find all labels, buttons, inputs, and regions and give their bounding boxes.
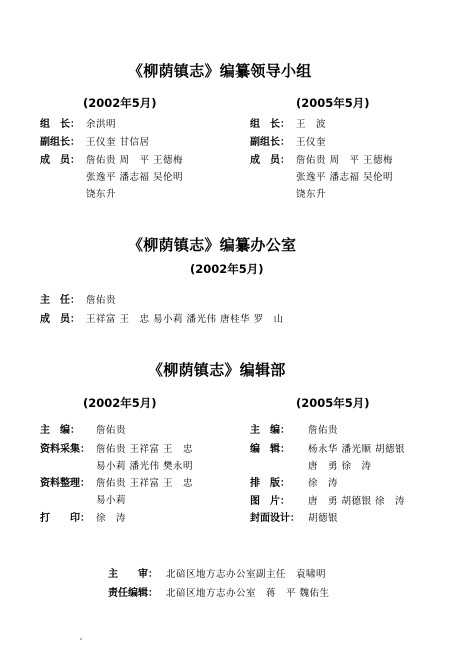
editorial-2002-chief: 詹佑贵 — [96, 425, 127, 436]
leadership-2005-deputy-label: 副组长： — [250, 137, 290, 148]
footer-editor-label: 责任编辑： — [108, 588, 158, 599]
editorial-2002-chief-label: 主 编： — [40, 425, 80, 436]
leadership-2005-members-line1: 詹佑贵 周 平 王德梅 — [296, 155, 394, 166]
leadership-2002-leader: 余洪明 — [86, 119, 117, 130]
leadership-2005-members-line2: 张逸平 潘志福 吴伦明 — [296, 172, 394, 183]
editorial-2002-collect-line1: 詹佑贵 王祥富 王 忠 — [96, 444, 194, 455]
editorial-2002-typing: 徐 涛 — [96, 513, 127, 524]
leadership-title: 《柳荫镇志》编纂领导小组 — [128, 62, 312, 80]
leadership-2002-deputy: 王仪奎 甘信居 — [86, 137, 150, 148]
leadership-2002-deputy-label: 副组长： — [40, 137, 80, 148]
leadership-2002-members-label: 成 员： — [40, 155, 80, 166]
editorial-2002-organize-line1: 詹佑贵 王祥富 王 忠 — [96, 478, 194, 489]
editorial-2005-layout-label: 排 版： — [250, 478, 290, 489]
leadership-2002-members-line1: 詹佑贵 周 平 王德梅 — [86, 155, 184, 166]
editorial-2005-photo: 唐 勇 胡德银 徐 涛 — [308, 496, 406, 507]
editorial-2002-date: (2002年5月) — [83, 396, 157, 410]
editorial-2002-collect-line2: 易小莉 潘光伟 樊永明 — [96, 461, 194, 472]
office-date: (2002年5月) — [190, 262, 264, 276]
editorial-2002-collect-label: 资料采集： — [40, 444, 90, 455]
editorial-2002-typing-label: 打 印： — [40, 513, 90, 524]
editorial-title: 《柳荫镇志》编辑部 — [148, 361, 286, 379]
editorial-2005-editors-line1: 杨永华 潘光顺 胡德银 — [308, 444, 406, 455]
leadership-2005-members-label: 成 员： — [250, 155, 290, 166]
footer-editor: 北碚区地方志办公室 蒋 平 魏佑生 — [166, 588, 330, 599]
leadership-2005-deputy: 王仪奎 — [296, 137, 327, 148]
leadership-2002-members-line2: 张逸平 潘志福 吴伦明 — [86, 172, 184, 183]
office-title: 《柳荫镇志》编纂办公室 — [128, 236, 297, 254]
office-members: 王祥富 王 忠 易小莉 潘光伟 唐桂华 罗 山 — [86, 314, 284, 325]
scan-speck — [80, 638, 82, 640]
office-director: 詹佑贵 — [86, 295, 117, 306]
editorial-2002-organize-line2: 易小莉 — [96, 495, 127, 506]
footer-review: 北碚区地方志办公室副主任 袁啸明 — [166, 569, 327, 580]
editorial-2005-cover: 胡德银 — [308, 513, 339, 524]
office-director-label: 主 任： — [40, 295, 80, 306]
leadership-2005-date: (2005年5月) — [296, 96, 370, 110]
editorial-2002-organize-label: 资料整理： — [40, 478, 90, 489]
leadership-2005-leader: 王 波 — [296, 119, 327, 130]
leadership-2002-leader-label: 组 长： — [40, 119, 80, 130]
editorial-2005-editors-label: 编 辑： — [250, 444, 290, 455]
footer-review-label: 主 审： — [108, 569, 158, 580]
leadership-2005-members-line3: 饶东升 — [296, 189, 327, 200]
editorial-2005-editors-line2: 唐 勇 徐 涛 — [308, 461, 372, 472]
editorial-2005-chief-label: 主 编： — [250, 425, 290, 436]
editorial-2005-cover-label: 封面设计： — [250, 513, 300, 524]
editorial-2005-date: (2005年5月) — [296, 396, 370, 410]
editorial-2005-layout: 徐 涛 — [308, 478, 339, 489]
editorial-2005-photo-label: 图 片： — [250, 496, 290, 507]
editorial-2005-chief: 詹佑贵 — [308, 425, 339, 436]
office-members-label: 成 员： — [40, 314, 80, 325]
leadership-2005-leader-label: 组 长： — [250, 119, 290, 130]
leadership-2002-members-line3: 饶东升 — [86, 189, 117, 200]
leadership-2002-date: (2002年5月) — [83, 96, 157, 110]
